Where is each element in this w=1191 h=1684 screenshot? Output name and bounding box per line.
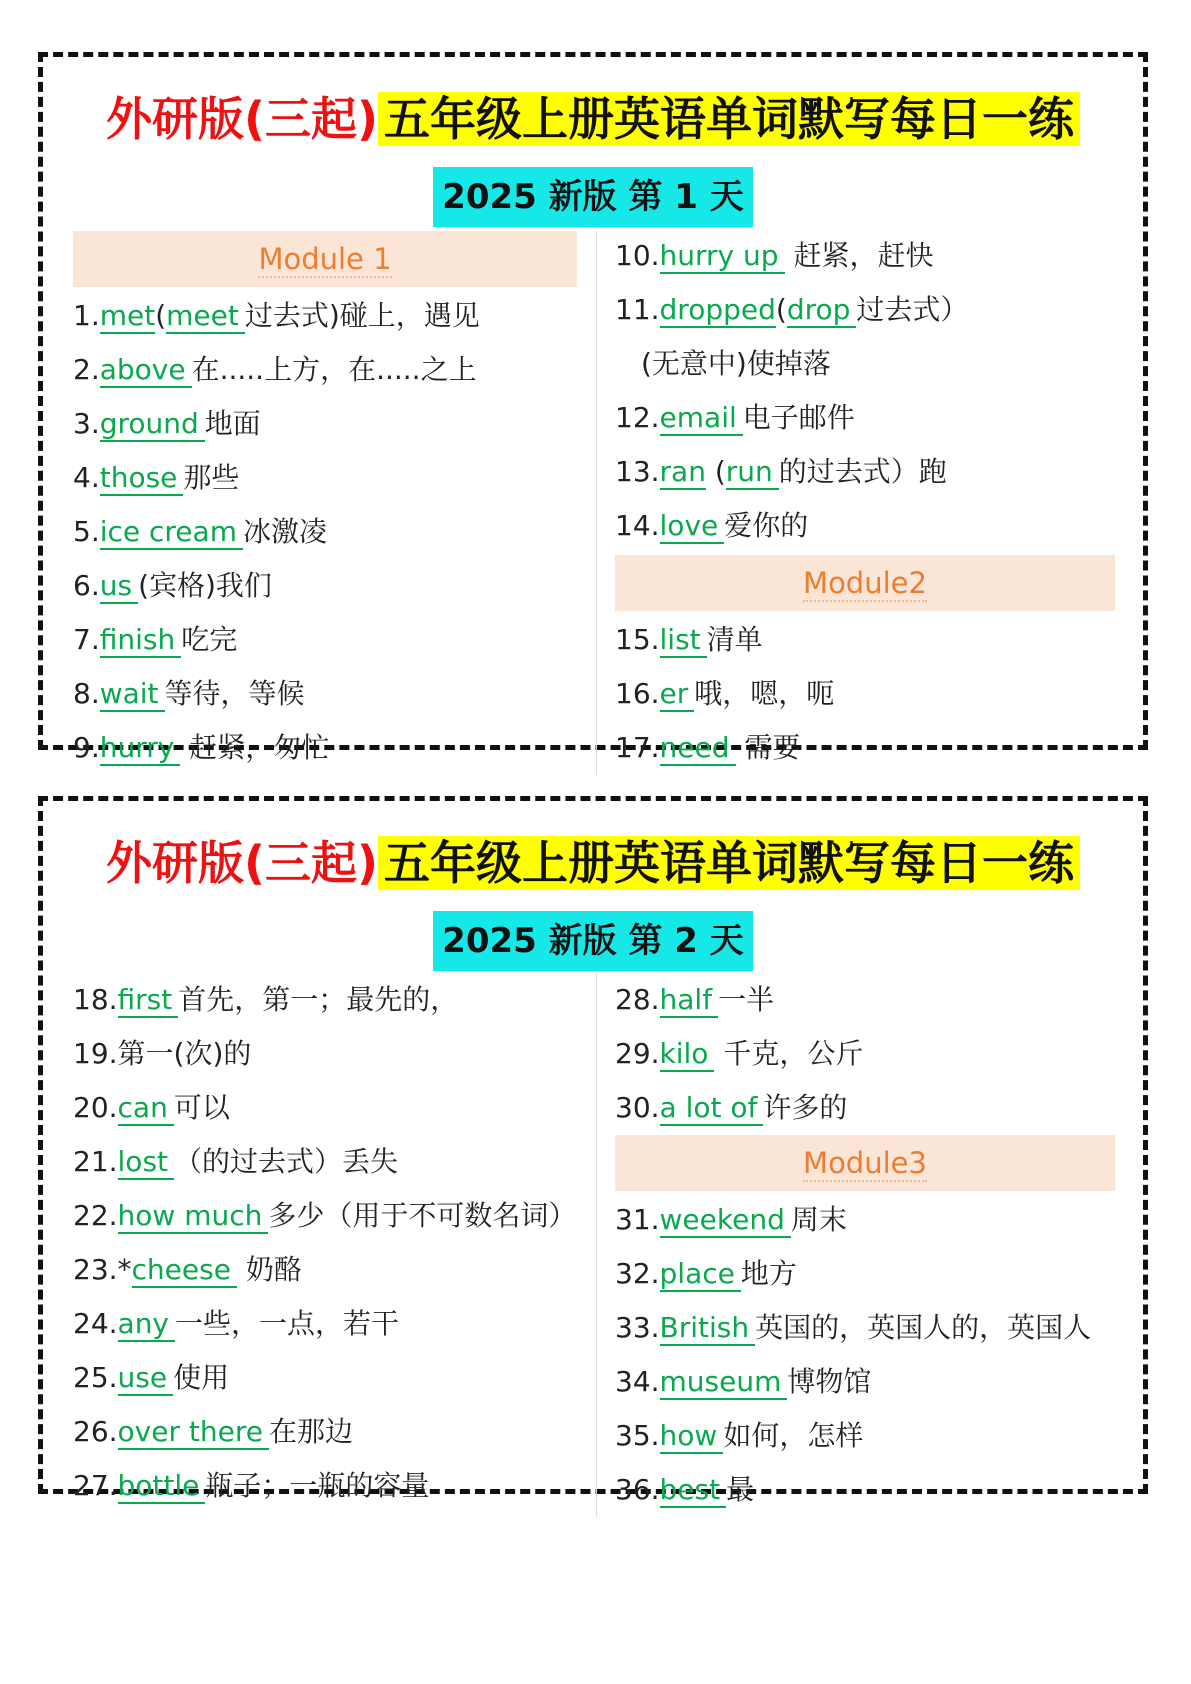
word-meaning: 等待，等候 (164, 677, 305, 710)
word-meaning: 的过去式）跑 (778, 455, 947, 488)
english-word: ground (100, 407, 205, 442)
item-number: 22. (73, 1199, 118, 1232)
english-word: British (660, 1311, 756, 1346)
list-item (615, 1463, 1115, 1517)
english-word: weekend (660, 1203, 791, 1238)
column-divider (596, 231, 597, 775)
item-number: 34. (615, 1365, 660, 1398)
title-main: 五年级上册英语单词默写每日一练 (378, 836, 1080, 890)
list-item (73, 451, 577, 505)
item-number: 28. (615, 983, 660, 1016)
list-item (73, 1297, 577, 1351)
item-number: 24. (73, 1307, 118, 1340)
english-word: kilo (660, 1037, 715, 1072)
list-item (73, 1135, 577, 1189)
english-word: museum (660, 1365, 788, 1400)
day1-worksheet-card (38, 52, 1148, 764)
title-main: 五年级上册英语单词默写每日一练 (378, 92, 1080, 146)
list-item (73, 289, 577, 343)
list-item (615, 667, 1115, 721)
english-word: hurry (100, 731, 181, 766)
word-meaning: 赶紧，匆忙 (180, 731, 330, 764)
module-header: Module2 (615, 555, 1115, 611)
word-meaning: 过去式)碰上，遇见 (244, 299, 480, 332)
word-meaning: 多少（用于不可数名词） (268, 1199, 577, 1232)
list-item (615, 445, 1115, 499)
right-column (593, 973, 1143, 1517)
day-subtitle: 2025 新版 第 2 天 (433, 911, 753, 971)
list-item (615, 229, 1115, 283)
item-number: 30. (615, 1091, 660, 1124)
item-number: 33. (615, 1311, 660, 1344)
item-number: 35. (615, 1419, 660, 1452)
english-word: how (660, 1419, 724, 1454)
word-meaning: 过去式） (856, 293, 969, 326)
item-number: 26. (73, 1415, 118, 1448)
english-word: er (660, 677, 695, 712)
english-word: run (726, 455, 779, 490)
list-item (73, 973, 577, 1027)
word-meaning: 可以 (173, 1091, 230, 1124)
english-word: best (660, 1473, 727, 1508)
english-word: hurry up (660, 239, 785, 274)
word-meaning: 英国的，英国人的，英国人 (755, 1311, 1092, 1344)
item-number: 16. (615, 677, 660, 710)
item-number: 29. (615, 1037, 660, 1070)
word-meaning: 爱你的 (724, 509, 809, 542)
english-word: place (660, 1257, 741, 1292)
english-word: any (118, 1307, 175, 1342)
english-word: met (99, 299, 156, 332)
day-subtitle: 2025 新版 第 1 天 (433, 167, 753, 227)
english-word: drop (787, 293, 857, 328)
word-meaning: (宾格)我们 (138, 569, 272, 602)
english-word: above (100, 353, 192, 388)
title-publisher: 外研版(三起) (105, 836, 379, 890)
item-number: 3. (73, 407, 100, 440)
word-columns (43, 231, 1143, 775)
word-meaning: 需要 (735, 731, 801, 764)
list-item (73, 1351, 577, 1405)
english-word: first (118, 983, 179, 1018)
english-word: us (100, 569, 138, 604)
english-word: ice cream (100, 515, 243, 550)
english-word: can (118, 1091, 174, 1126)
english-word: finish (100, 623, 182, 658)
item-number: 1. (73, 299, 100, 332)
item-number: 36. (615, 1473, 660, 1506)
list-item (615, 1409, 1115, 1463)
list-item (73, 505, 577, 559)
word-meaning: 在那边 (268, 1415, 353, 1448)
word-meaning: 千克，公斤 (714, 1037, 864, 1070)
list-item (73, 559, 577, 613)
word-list (73, 289, 577, 775)
word-meaning: 一半 (718, 983, 775, 1016)
word-meaning: 博物馆 (787, 1365, 872, 1398)
word-meaning: 赶紧，赶快 (784, 239, 934, 272)
english-word: over there (118, 1415, 269, 1450)
word-meaning: 使用 (173, 1361, 230, 1394)
list-item (615, 337, 1115, 391)
title-publisher: 外研版(三起) (105, 92, 379, 146)
english-word: a lot of (660, 1091, 764, 1126)
item-number: 20. (73, 1091, 118, 1124)
english-word: half (660, 983, 719, 1018)
word-columns (43, 973, 1143, 1517)
item-number: 11. (615, 293, 660, 326)
word-list (73, 973, 577, 1513)
word-punctuation: ( (775, 293, 787, 326)
column-divider (596, 973, 597, 1517)
list-item (73, 1243, 577, 1297)
module-header: Module3 (615, 1135, 1115, 1191)
word-list (615, 229, 1115, 553)
word-list (615, 973, 1115, 1135)
list-item (615, 1247, 1115, 1301)
list-item (615, 1027, 1115, 1081)
item-number: 17. (615, 731, 660, 764)
english-word: bottle (118, 1469, 206, 1504)
english-word: lost (118, 1145, 174, 1180)
word-meaning: 电子邮件 (742, 401, 855, 434)
list-item (615, 613, 1115, 667)
word-punctuation: ( (705, 455, 726, 488)
english-word: cheese (132, 1253, 237, 1288)
item-number: 31. (615, 1203, 660, 1236)
word-meaning: 许多的 (763, 1091, 848, 1124)
english-word: list (660, 623, 707, 658)
module-header: Module 1 (73, 231, 577, 287)
list-item (615, 1355, 1115, 1409)
word-meaning: 地方 (740, 1257, 797, 1290)
word-meaning: 一些，一点，若干 (175, 1307, 400, 1340)
word-meaning: 冰激凌 (242, 515, 327, 548)
list-item (73, 1081, 577, 1135)
item-number: 13. (615, 455, 660, 488)
word-meaning: 如何，怎样 (723, 1419, 864, 1452)
word-meaning: 最 (726, 1473, 755, 1506)
item-number: 12. (615, 401, 660, 434)
list-item (615, 973, 1115, 1027)
word-meaning: 清单 (706, 623, 763, 656)
item-number: 14. (615, 509, 660, 542)
english-word: use (118, 1361, 174, 1396)
english-word: ran (659, 455, 706, 488)
item-number: 4. (73, 461, 100, 494)
list-item (73, 343, 577, 397)
item-number: 5. (73, 515, 100, 548)
word-meaning: 地面 (204, 407, 261, 440)
english-word: meet (166, 299, 245, 334)
left-column (43, 231, 593, 775)
item-number: 10. (615, 239, 660, 272)
english-word: email (660, 401, 743, 436)
english-word: those (100, 461, 184, 496)
word-meaning: (无意中)使掉落 (641, 347, 831, 380)
word-meaning: 首先，第一；最先的， (178, 983, 459, 1016)
day2-worksheet-card (38, 796, 1148, 1506)
item-number: 9. (73, 731, 100, 764)
list-item (73, 721, 577, 775)
item-number: 23.* (73, 1253, 132, 1286)
english-word: wait (100, 677, 165, 712)
item-number: 2. (73, 353, 100, 386)
word-meaning: （的过去式）丢失 (174, 1145, 399, 1178)
list-item (73, 1189, 577, 1243)
right-column (593, 231, 1143, 775)
word-punctuation: ( (155, 299, 167, 332)
list-item (615, 1193, 1115, 1247)
item-number: 25. (73, 1361, 118, 1394)
list-item (73, 397, 577, 451)
item-number: 6. (73, 569, 100, 602)
item-number: 27. (73, 1469, 118, 1502)
list-item (615, 391, 1115, 445)
left-column (43, 973, 593, 1517)
english-word: love (660, 509, 725, 544)
item-number: 18. (73, 983, 118, 1016)
list-item (615, 283, 1115, 337)
english-word: how much (118, 1199, 269, 1234)
list-item (73, 613, 577, 667)
item-number: 32. (615, 1257, 660, 1290)
word-meaning: 在.....上方，在.....之上 (191, 353, 477, 386)
word-meaning: 周末 (790, 1203, 847, 1236)
list-item (615, 1081, 1115, 1135)
item-number: 15. (615, 623, 660, 656)
list-item (615, 499, 1115, 553)
item-number: 8. (73, 677, 100, 710)
worksheet-title (43, 75, 1143, 163)
worksheet-title (43, 819, 1143, 907)
english-word: dropped (659, 293, 776, 326)
word-meaning: 瓶子；一瓶的容量 (205, 1469, 430, 1502)
list-item (615, 721, 1115, 775)
word-meaning: 哦，嗯，呃 (694, 677, 835, 710)
word-meaning: 奶酪 (236, 1253, 302, 1286)
word-meaning: 19.第一(次)的 (73, 1037, 252, 1070)
word-list (615, 613, 1115, 775)
word-list (615, 1193, 1115, 1517)
item-number: 21. (73, 1145, 118, 1178)
list-item (73, 1405, 577, 1459)
list-item (73, 667, 577, 721)
word-meaning: 那些 (183, 461, 240, 494)
item-number: 7. (73, 623, 100, 656)
list-item (73, 1459, 577, 1513)
list-item (73, 1027, 577, 1081)
english-word: need (660, 731, 736, 766)
word-meaning: 吃完 (181, 623, 238, 656)
list-item (615, 1301, 1115, 1355)
